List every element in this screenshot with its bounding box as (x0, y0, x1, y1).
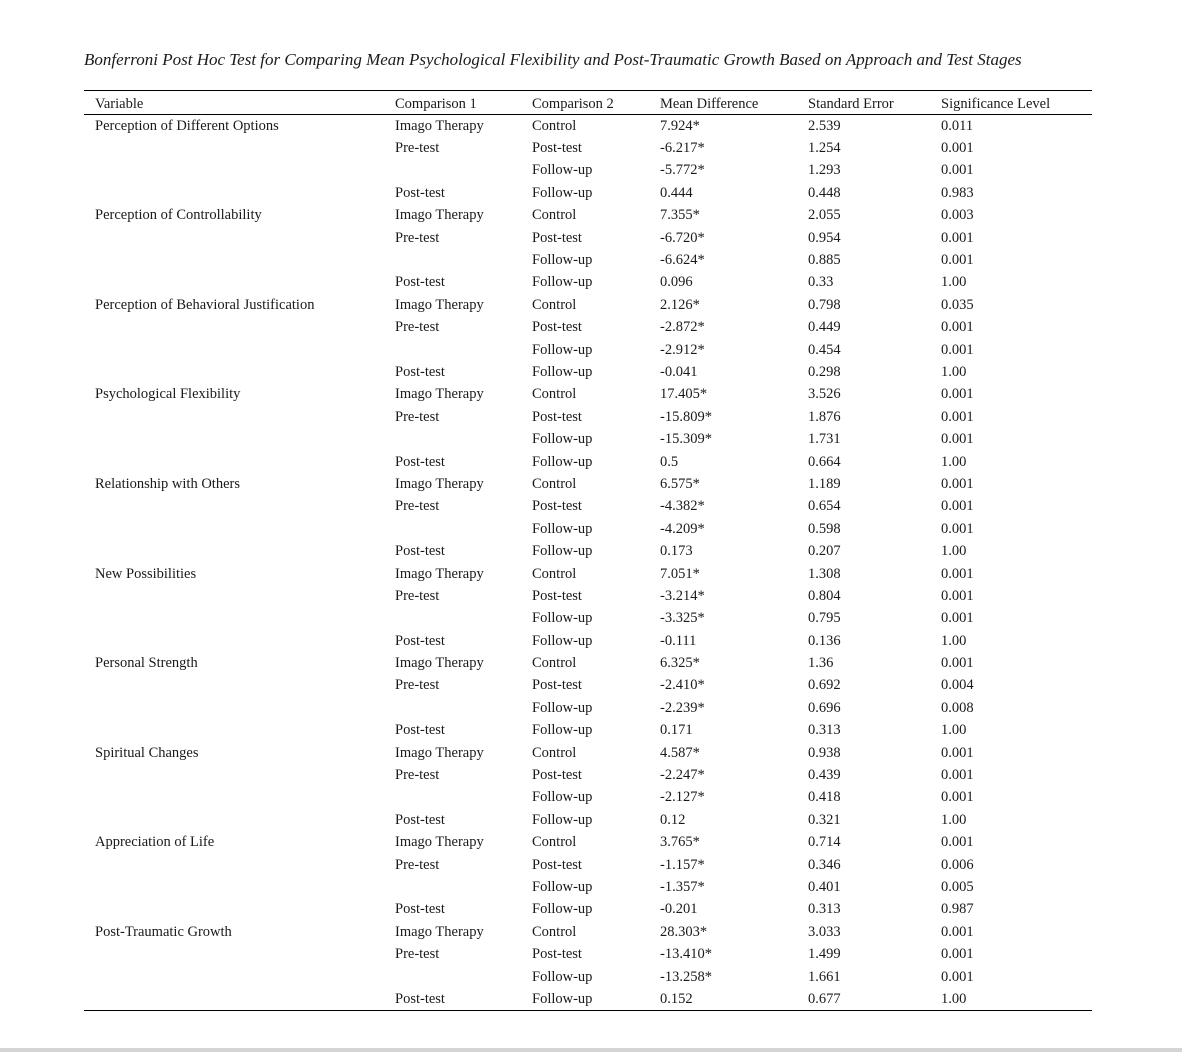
cell-variable (84, 249, 384, 271)
cell-standard-error: 1.36 (808, 655, 834, 672)
cell-variable: Psychological Flexibility (95, 386, 241, 403)
cell-comparison-2: Follow-up (532, 341, 593, 358)
cell-significance-level: 0.001 (941, 744, 974, 761)
cell-comparison-2: Post-test (532, 677, 582, 694)
cell-standard-error: 0.313 (808, 722, 841, 739)
cell-variable (84, 585, 384, 607)
cell-mean-difference: 7.051* (660, 565, 700, 582)
cell-comparison-2: Control (532, 923, 577, 940)
cell-comparison-2: Follow-up (532, 274, 593, 291)
cell-mean-difference: 2.126* (660, 296, 700, 313)
table-row (84, 473, 1092, 495)
table-row (84, 943, 1092, 965)
cell-standard-error: 0.795 (808, 610, 841, 627)
cell-mean-difference: 0.171 (660, 722, 693, 739)
cell-variable: Perception of Different Options (95, 117, 279, 134)
cell-significance-level: 0.001 (941, 834, 974, 851)
header-mean-difference: Mean Difference (660, 96, 759, 113)
cell-comparison-1: Pre-test (395, 140, 440, 157)
cell-mean-difference: 0.152 (660, 990, 693, 1007)
cell-significance-level: 1.00 (941, 632, 967, 649)
cell-significance-level: 0.001 (941, 162, 974, 179)
cell-significance-level: 0.001 (941, 610, 974, 627)
cell-mean-difference: 7.355* (660, 207, 700, 224)
cell-significance-level: 0.001 (941, 789, 974, 806)
cell-standard-error: 0.692 (808, 677, 841, 694)
table-row (84, 965, 1092, 987)
table-row (84, 540, 1092, 562)
cell-comparison-1: Imago Therapy (395, 565, 484, 582)
cell-significance-level: 0.035 (941, 296, 974, 313)
cell-comparison-2: Follow-up (532, 878, 593, 895)
table-row (84, 607, 1092, 629)
cell-significance-level: 0.001 (941, 587, 974, 604)
cell-mean-difference: 17.405* (660, 386, 708, 403)
cell-standard-error: 0.298 (808, 363, 841, 380)
cell-variable (84, 965, 384, 987)
cell-variable (84, 159, 384, 181)
cell-comparison-1: Post-test (395, 453, 445, 470)
cell-mean-difference: -15.309* (660, 431, 712, 448)
cell-comparison-1 (384, 876, 521, 898)
cell-variable: Perception of Controllability (95, 207, 262, 224)
header-comparison-2: Comparison 2 (532, 96, 614, 113)
table-row (84, 316, 1092, 338)
cell-significance-level: 0.001 (941, 386, 974, 403)
cell-standard-error: 0.448 (808, 184, 841, 201)
cell-variable (84, 495, 384, 517)
cell-standard-error: 2.539 (808, 117, 841, 134)
cell-significance-level: 0.001 (941, 408, 974, 425)
cell-comparison-2: Follow-up (532, 722, 593, 739)
cell-significance-level: 0.001 (941, 475, 974, 492)
header-standard-error: Standard Error (808, 96, 894, 113)
table-row (84, 114, 1092, 137)
cell-significance-level: 0.001 (941, 923, 974, 940)
cell-comparison-2: Control (532, 834, 577, 851)
cell-mean-difference: -13.258* (660, 968, 712, 985)
cell-variable (84, 137, 384, 159)
cell-variable: Spiritual Changes (95, 744, 199, 761)
cell-standard-error: 3.526 (808, 386, 841, 403)
cell-standard-error: 3.033 (808, 923, 841, 940)
table-row (84, 853, 1092, 875)
cell-comparison-2: Post-test (532, 498, 582, 515)
cell-comparison-1: Imago Therapy (395, 834, 484, 851)
header-significance-level: Significance Level (941, 96, 1051, 113)
cell-mean-difference: -4.382* (660, 498, 705, 515)
cell-comparison-1: Post-test (395, 184, 445, 201)
table-row (84, 786, 1092, 808)
table-row (84, 406, 1092, 428)
cell-mean-difference: -6.217* (660, 140, 705, 157)
table-row (84, 450, 1092, 472)
cell-comparison-1 (384, 338, 521, 360)
cell-significance-level: 0.001 (941, 498, 974, 515)
cell-comparison-1: Post-test (395, 990, 445, 1007)
cell-mean-difference: 6.325* (660, 655, 700, 672)
cell-significance-level: 0.008 (941, 699, 974, 716)
cell-comparison-2: Follow-up (532, 968, 593, 985)
cell-mean-difference: -0.111 (660, 632, 697, 649)
table-row (84, 652, 1092, 674)
cell-significance-level: 1.00 (941, 722, 967, 739)
cell-standard-error: 0.885 (808, 252, 841, 269)
cell-variable (84, 540, 384, 562)
cell-mean-difference: -2.872* (660, 319, 705, 336)
cell-variable: Perception of Behavioral Justification (95, 296, 315, 313)
cell-variable (84, 518, 384, 540)
cell-standard-error: 0.449 (808, 319, 841, 336)
cell-significance-level: 0.001 (941, 252, 974, 269)
table-row (84, 137, 1092, 159)
cell-mean-difference: -0.201 (660, 901, 698, 918)
cell-significance-level: 1.00 (941, 453, 967, 470)
cell-standard-error: 0.798 (808, 296, 841, 313)
table-row (84, 898, 1092, 920)
cell-mean-difference: -1.157* (660, 856, 705, 873)
cell-comparison-2: Follow-up (532, 789, 593, 806)
cell-significance-level: 1.00 (941, 363, 967, 380)
cell-variable (84, 898, 384, 920)
table-row (84, 271, 1092, 293)
table-row (84, 719, 1092, 741)
table-row (84, 809, 1092, 831)
table-row (84, 226, 1092, 248)
table-row (84, 585, 1092, 607)
table-row (84, 921, 1092, 943)
cell-mean-difference: -2.912* (660, 341, 705, 358)
cell-variable (84, 182, 384, 204)
cell-standard-error: 0.321 (808, 811, 841, 828)
cell-significance-level: 1.00 (941, 543, 967, 560)
table-row (84, 338, 1092, 360)
cell-comparison-2: Follow-up (532, 811, 593, 828)
cell-comparison-1: Pre-test (395, 677, 440, 694)
table-row (84, 204, 1092, 226)
cell-comparison-1: Imago Therapy (395, 923, 484, 940)
cell-comparison-1: Pre-test (395, 856, 440, 873)
cell-standard-error: 0.136 (808, 632, 841, 649)
cell-comparison-2: Post-test (532, 408, 582, 425)
cell-comparison-1 (384, 697, 521, 719)
cell-standard-error: 0.439 (808, 767, 841, 784)
cell-standard-error: 1.499 (808, 946, 841, 963)
cell-mean-difference: -2.127* (660, 789, 705, 806)
cell-comparison-2: Follow-up (532, 543, 593, 560)
cell-variable: New Possibilities (95, 565, 197, 582)
cell-comparison-1: Post-test (395, 811, 445, 828)
cell-mean-difference: 7.924* (660, 117, 700, 134)
cell-significance-level: 0.001 (941, 520, 974, 537)
cell-variable (84, 764, 384, 786)
table-row (84, 697, 1092, 719)
cell-significance-level: 1.00 (941, 990, 967, 1007)
cell-comparison-1: Pre-test (395, 587, 440, 604)
cell-comparison-2: Post-test (532, 946, 582, 963)
cell-mean-difference: 0.096 (660, 274, 693, 291)
cell-mean-difference: 4.587* (660, 744, 700, 761)
cell-significance-level: 0.001 (941, 946, 974, 963)
cell-significance-level: 0.987 (941, 901, 974, 918)
page-bottom-edge (0, 1048, 1182, 1052)
table-row (84, 182, 1092, 204)
table-row (84, 383, 1092, 405)
cell-standard-error: 0.696 (808, 699, 841, 716)
table-row (84, 988, 1092, 1011)
cell-comparison-1 (384, 607, 521, 629)
cell-comparison-2: Follow-up (532, 252, 593, 269)
cell-variable (84, 988, 384, 1011)
cell-standard-error: 0.598 (808, 520, 841, 537)
cell-comparison-1: Pre-test (395, 319, 440, 336)
cell-comparison-1: Pre-test (395, 229, 440, 246)
cell-variable (84, 271, 384, 293)
table-row (84, 518, 1092, 540)
cell-variable (84, 607, 384, 629)
cell-variable (84, 809, 384, 831)
cell-significance-level: 0.006 (941, 856, 974, 873)
cell-comparison-1 (384, 159, 521, 181)
cell-variable (84, 226, 384, 248)
cell-significance-level: 0.005 (941, 878, 974, 895)
cell-comparison-1: Pre-test (395, 498, 440, 515)
table-row (84, 764, 1092, 786)
cell-comparison-2: Follow-up (532, 453, 593, 470)
cell-comparison-2: Follow-up (532, 901, 593, 918)
table-row (84, 249, 1092, 271)
cell-variable (84, 674, 384, 696)
cell-mean-difference: -0.041 (660, 363, 698, 380)
cell-mean-difference: 0.444 (660, 184, 693, 201)
cell-variable (84, 853, 384, 875)
cell-comparison-1: Post-test (395, 274, 445, 291)
cell-mean-difference: 6.575* (660, 475, 700, 492)
cell-standard-error: 0.418 (808, 789, 841, 806)
table-body (84, 114, 1092, 1011)
cell-mean-difference: 3.765* (660, 834, 700, 851)
cell-comparison-2: Post-test (532, 140, 582, 157)
cell-standard-error: 0.454 (808, 341, 841, 358)
cell-comparison-2: Post-test (532, 856, 582, 873)
cell-comparison-1: Imago Therapy (395, 117, 484, 134)
table-row (84, 674, 1092, 696)
cell-standard-error: 0.938 (808, 744, 841, 761)
cell-significance-level: 0.001 (941, 655, 974, 672)
cell-variable (84, 361, 384, 383)
cell-comparison-2: Control (532, 744, 577, 761)
cell-standard-error: 1.876 (808, 408, 841, 425)
cell-standard-error: 1.308 (808, 565, 841, 582)
cell-comparison-1 (384, 428, 521, 450)
cell-significance-level: 1.00 (941, 811, 967, 828)
cell-mean-difference: -3.325* (660, 610, 705, 627)
table-row (84, 495, 1092, 517)
cell-comparison-2: Follow-up (532, 699, 593, 716)
cell-significance-level: 0.001 (941, 341, 974, 358)
cell-comparison-2: Control (532, 207, 577, 224)
cell-comparison-1: Imago Therapy (395, 475, 484, 492)
cell-comparison-1 (384, 518, 521, 540)
cell-comparison-1: Post-test (395, 543, 445, 560)
cell-mean-difference: -2.239* (660, 699, 705, 716)
cell-significance-level: 1.00 (941, 274, 967, 291)
table-row (84, 629, 1092, 651)
header-variable: Variable (95, 96, 144, 113)
cell-mean-difference: -1.357* (660, 878, 705, 895)
cell-standard-error: 0.654 (808, 498, 841, 515)
cell-variable: Appreciation of Life (95, 834, 215, 851)
cell-variable: Relationship with Others (95, 475, 240, 492)
cell-standard-error: 0.714 (808, 834, 841, 851)
cell-significance-level: 0.004 (941, 677, 974, 694)
cell-comparison-1: Imago Therapy (395, 744, 484, 761)
cell-comparison-2: Control (532, 386, 577, 403)
cell-comparison-2: Follow-up (532, 990, 593, 1007)
cell-standard-error: 0.346 (808, 856, 841, 873)
table-row (84, 159, 1092, 181)
cell-comparison-1: Imago Therapy (395, 386, 484, 403)
cell-comparison-1: Imago Therapy (395, 296, 484, 313)
cell-variable (84, 943, 384, 965)
cell-comparison-1: Pre-test (395, 408, 440, 425)
table-caption: Bonferroni Post Hoc Test for Comparing Mean Psychological Flexibility and Post-Traumatic Growth Based on Approach and Test Stages (84, 50, 1022, 69)
cell-significance-level: 0.001 (941, 140, 974, 157)
cell-significance-level: 0.001 (941, 565, 974, 582)
cell-comparison-2: Follow-up (532, 162, 593, 179)
cell-significance-level: 0.001 (941, 229, 974, 246)
cell-mean-difference: -6.720* (660, 229, 705, 246)
cell-comparison-1: Post-test (395, 722, 445, 739)
cell-comparison-1: Pre-test (395, 767, 440, 784)
cell-standard-error: 0.313 (808, 901, 841, 918)
table-row (84, 831, 1092, 853)
cell-comparison-1 (384, 786, 521, 808)
cell-mean-difference: 28.303* (660, 923, 708, 940)
results-table-container (84, 90, 1092, 1011)
cell-variable (84, 406, 384, 428)
cell-comparison-2: Control (532, 475, 577, 492)
cell-comparison-1: Imago Therapy (395, 655, 484, 672)
cell-variable: Post-Traumatic Growth (95, 923, 232, 940)
cell-mean-difference: -2.410* (660, 677, 705, 694)
cell-comparison-2: Follow-up (532, 431, 593, 448)
cell-standard-error: 0.804 (808, 587, 841, 604)
cell-variable (84, 697, 384, 719)
cell-comparison-1 (384, 965, 521, 987)
cell-comparison-2: Control (532, 565, 577, 582)
header-comparison-1: Comparison 1 (395, 96, 477, 113)
cell-standard-error: 1.661 (808, 968, 841, 985)
table-row (84, 361, 1092, 383)
cell-standard-error: 0.401 (808, 878, 841, 895)
table-row (84, 428, 1092, 450)
cell-comparison-2: Follow-up (532, 184, 593, 201)
cell-standard-error: 1.731 (808, 431, 841, 448)
bonferroni-results-table (84, 90, 1092, 1011)
cell-variable (84, 316, 384, 338)
cell-standard-error: 1.293 (808, 162, 841, 179)
table-row (84, 876, 1092, 898)
cell-mean-difference: 0.5 (660, 453, 679, 470)
cell-mean-difference: -2.247* (660, 767, 705, 784)
cell-significance-level: 0.001 (941, 968, 974, 985)
cell-mean-difference: -5.772* (660, 162, 705, 179)
cell-standard-error: 1.189 (808, 475, 841, 492)
cell-comparison-1: Pre-test (395, 946, 440, 963)
cell-comparison-2: Control (532, 655, 577, 672)
cell-standard-error: 0.33 (808, 274, 834, 291)
cell-variable (84, 428, 384, 450)
cell-comparison-2: Follow-up (532, 610, 593, 627)
cell-mean-difference: 0.173 (660, 543, 693, 560)
cell-comparison-2: Control (532, 117, 577, 134)
cell-standard-error: 0.207 (808, 543, 841, 560)
cell-mean-difference: 0.12 (660, 811, 686, 828)
cell-mean-difference: -3.214* (660, 587, 705, 604)
cell-comparison-1 (384, 249, 521, 271)
cell-significance-level: 0.001 (941, 431, 974, 448)
cell-variable (84, 786, 384, 808)
cell-standard-error: 2.055 (808, 207, 841, 224)
table-header (84, 91, 1092, 115)
cell-standard-error: 1.254 (808, 140, 841, 157)
cell-standard-error: 0.664 (808, 453, 841, 470)
header-row (84, 91, 1092, 115)
cell-significance-level: 0.001 (941, 319, 974, 336)
cell-mean-difference: -15.809* (660, 408, 712, 425)
cell-mean-difference: -6.624* (660, 252, 705, 269)
cell-comparison-1: Imago Therapy (395, 207, 484, 224)
cell-variable (84, 719, 384, 741)
table-row (84, 562, 1092, 584)
cell-mean-difference: -13.410* (660, 946, 712, 963)
cell-comparison-2: Follow-up (532, 363, 593, 380)
cell-variable (84, 450, 384, 472)
cell-comparison-1: Post-test (395, 363, 445, 380)
cell-comparison-2: Control (532, 296, 577, 313)
cell-comparison-2: Post-test (532, 229, 582, 246)
cell-comparison-2: Post-test (532, 587, 582, 604)
cell-standard-error: 0.954 (808, 229, 841, 246)
cell-significance-level: 0.983 (941, 184, 974, 201)
cell-comparison-2: Follow-up (532, 632, 593, 649)
table-row (84, 294, 1092, 316)
cell-comparison-2: Post-test (532, 767, 582, 784)
cell-significance-level: 0.001 (941, 767, 974, 784)
cell-variable (84, 629, 384, 651)
cell-standard-error: 0.677 (808, 990, 841, 1007)
cell-significance-level: 0.011 (941, 117, 974, 134)
cell-mean-difference: -4.209* (660, 520, 705, 537)
cell-variable: Personal Strength (95, 655, 198, 672)
cell-variable (84, 876, 384, 898)
cell-comparison-1: Post-test (395, 632, 445, 649)
cell-comparison-1: Post-test (395, 901, 445, 918)
cell-significance-level: 0.003 (941, 207, 974, 224)
table-row (84, 741, 1092, 763)
cell-comparison-2: Follow-up (532, 520, 593, 537)
cell-variable (84, 338, 384, 360)
cell-comparison-2: Post-test (532, 319, 582, 336)
